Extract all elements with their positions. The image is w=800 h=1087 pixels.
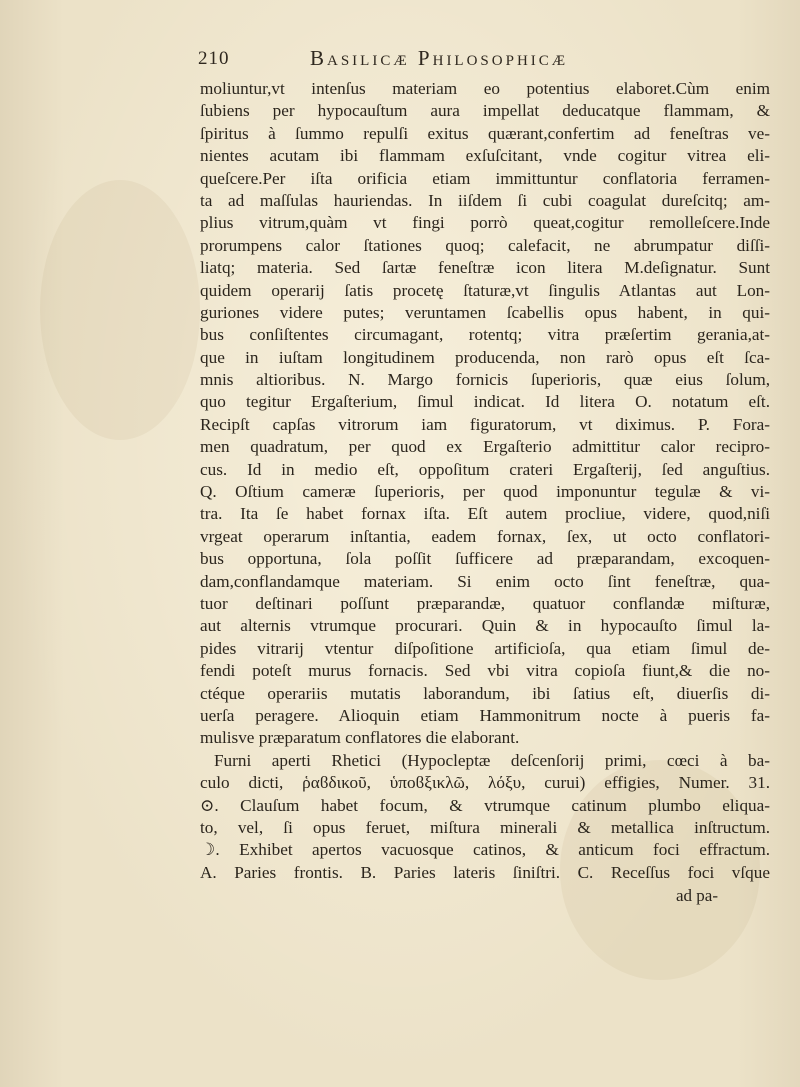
text-line: quo tegitur Ergaſterium, ſimul indicat. Id litera O. notatum eſt. [200, 392, 770, 412]
text-line: dam,conflandamque materiam. Si enim octo ſint feneſtræ, qua- [200, 571, 770, 591]
text-line: tra. Ita ſe habet fornax iſta. Eſt autem procliue, videre, quod,niſi [200, 504, 770, 524]
text-line: que in iuſtam longitudinem producenda, non rarò opus eſt ſca- [200, 347, 770, 367]
text-line: plius vitrum,quàm vt fingi porrò queat,cogitur remolleſcere.Inde [200, 213, 770, 233]
text-line: ☽. Exhibet apertos vacuosque catinos, & anticum foci effractum. [200, 840, 770, 860]
text-line: bus conſiſtentes circumagant, rotentq; vitra præſertim gerania,at- [200, 325, 770, 345]
text-line: Recipſt capſas vitrorum iam figuratorum, vt diximus. P. Fora- [200, 414, 770, 434]
text-line: cus. Id in medio eſt, oppoſitum crateri Ergaſterij, ſed anguſtius. [200, 459, 770, 479]
catchword: ad pa- [676, 886, 719, 905]
text-line: ctéque operariis mutatis laborandum, ibi ſatius eſt, diuerſis di- [200, 683, 770, 703]
text-line: mulisve præparatum conflatores die elaborant. [200, 728, 520, 748]
text-line: ⊙. Clauſum habet focum, & vtrumque catinum plumbo eliqua- [200, 795, 770, 815]
running-head: Basilicæ Philosophicæ [310, 46, 569, 70]
text-line: A. Paries frontis. B. Paries lateris ſiniſtri. C. Receſſus foci vſque [200, 862, 770, 882]
text-line: liatq; materia. Sed ſartæ feneſtræ icon litera M.deſignatur. Sunt [200, 258, 770, 278]
text-line: vrgeat operarum inſtantia, eadem fornax, ſex, ut octo conflatori- [200, 526, 770, 546]
page-number: 210 [198, 48, 230, 69]
text-line: uerſa peragere. Alioquin etiam Hammonitrum nocte à pueris fa- [200, 705, 770, 725]
text-line: queſcere.Per iſta orificia etiam immittuntur conflatoria ferramen- [200, 168, 770, 188]
text-line: moliuntur,vt intenſus materiam eo potentius elaboret.Cùm enim [200, 79, 770, 98]
text-line: men quadratum, per quod ex Ergaſterio admittitur calor recipro- [200, 437, 770, 457]
text-line: quidem operarij ſatis procetę ſtaturæ,vt ſingulis Atlantas aut Lon- [200, 280, 770, 300]
text-line: bus opportuna, ſola poſſit ſufficere ad præparandam, excoquen- [200, 549, 770, 569]
text-line: fendi poteſt murus fornacis. Sed vbi vitra copioſa fiunt,& die no- [200, 661, 770, 681]
text-line: ſubiens per hypocauſtum aura impellat deducatque flammam, & [200, 101, 770, 121]
paper-stain [40, 180, 200, 440]
text-line: nientes acutam ibi flammam exſuſcitant, vnde cogitur vitrea eli- [200, 146, 770, 166]
page-header [198, 46, 778, 72]
body-text [200, 78, 770, 884]
text-line: Furni aperti Rhetici (Hypocleptæ deſcenſorij primi, cœci à ba- [214, 750, 770, 770]
text-line: culo dicti, ῥαϐδικοῦ, ὑποϐξικλῶ, λόξυ, curui) effigies, Numer. 31. [200, 773, 770, 793]
text-line: guriones videre putes; veruntamen ſcabellis opus habent, in qui- [200, 302, 770, 322]
text-line: tuor deſtinari poſſunt præparandæ, quatuor conflandæ miſturæ, [200, 593, 770, 613]
text-line: aut alternis vtrumque procurari. Quin & in hypocauſto ſimul la- [200, 616, 770, 636]
text-line: mnis altioribus. N. Margo fornicis ſuperioris, quæ eius ſolum, [200, 370, 770, 390]
text-line: pides vitrarij vtentur diſpoſitione artificioſa, qua etiam ſimul de- [200, 638, 770, 658]
text-line: ſpiritus à ſummo repulſi exitus quærant,confertim ad feneſtras ve- [200, 123, 770, 143]
text-line: ta ad maſſulas hauriendas. In iiſdem ſi cubi coagulat dureſcitq; am- [200, 190, 770, 210]
text-line: prorumpens calor ſtationes quoq; calefacit, ne abrumpatur diſſi- [200, 235, 770, 255]
text-line: Q. Oſtium cameræ ſuperioris, per quod imponuntur tegulæ & vi- [200, 482, 770, 502]
text-line: to, vel, ſi opus feruet, miſtura minerali & metallica inſtructum. [200, 817, 770, 837]
